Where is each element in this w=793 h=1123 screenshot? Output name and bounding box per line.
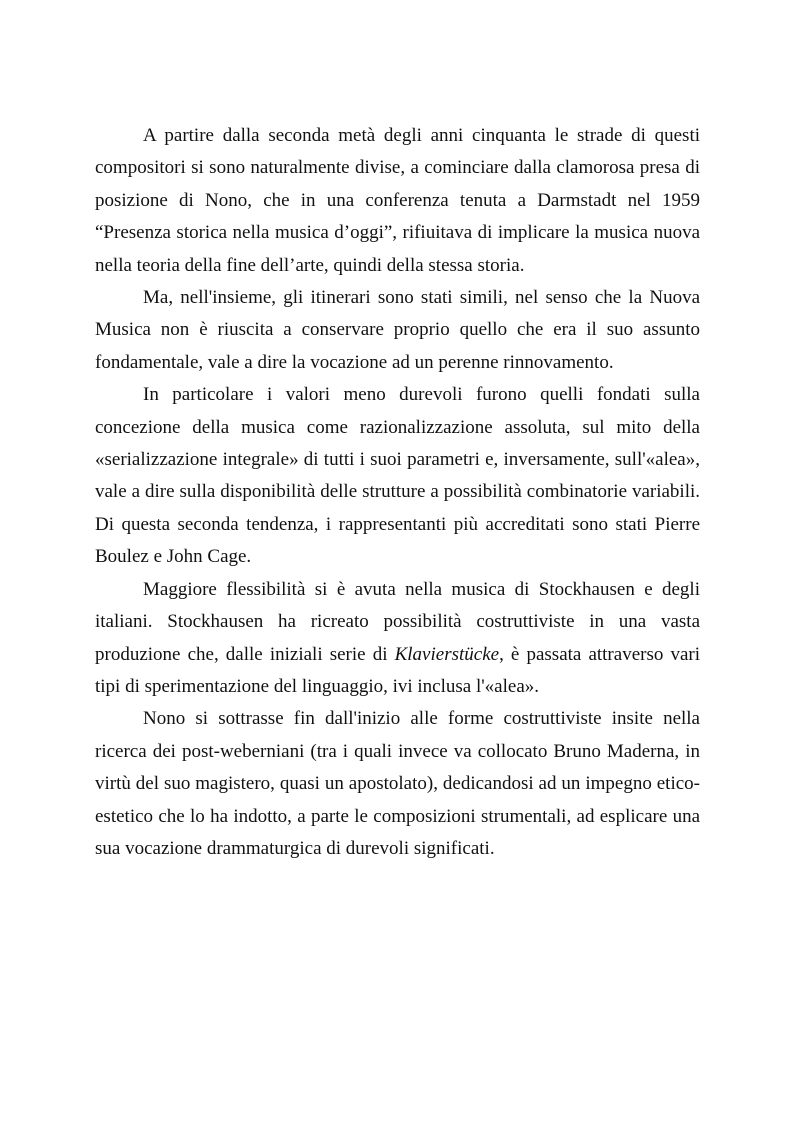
body-text (95, 120, 700, 865)
paragraph-1: A partire dalla seconda metà degli anni cinquanta le strade di questi compositori si sono naturalmente divise, a cominciare dalla clamorosa presa di posizione di Nono, che in una conferenza tenuta a Darmstadt nel 1959 “Presenza storica nella musica d’oggi”, rifiuitava di implicare la musica nuova nella teoria della fine dell’arte, quindi della stessa storia. (95, 125, 700, 276)
paragraph-4 (95, 574, 700, 704)
paragraph-4-text-before: Maggiore flessibilità si è avuta nella musica di Stockhausen e degli italiani. Stockhausen ha ricreato possibilità costruttiviste in una vasta produzione che, dalle iniziali serie di (95, 578, 700, 665)
paragraph-2: Ma, nell'insieme, gli itinerari sono stati simili, nel senso che la Nuova Musica non è riuscita a conservare proprio quello che era il suo assunto fondamentale, vale a dire la vocazione ad un perenne rinnovamento. (95, 287, 700, 373)
paragraph-3: In particolare i valori meno durevoli furono quelli fondati sulla concezione della musica come razionalizzazione assoluta, sul mito della «serializzazione integrale» di tutti i suoi parametri e, inversamente, sull'«alea», vale a dire sulla disponibilità delle strutture a possibilità combinatorie variabili. Di questa seconda tendenza, i rappresentanti più accreditati sono stati Pierre Boulez e John Cage. (95, 384, 700, 568)
paragraph-4-text-after: , è passata attraverso vari tipi di sperimentazione del linguaggio, ivi inclusa l'«alea». (95, 643, 700, 697)
paragraph-5: Nono si sottrasse fin dall'inizio alle forme costruttiviste insite nella ricerca dei post-weberniani (tra i quali invece va collocato Bruno Maderna, in virtù del suo magistero, quasi un apostolato), dedicandosi ad un impegno etico-estetico che lo ha indotto, a parte le composizioni strumentali, ad esplicare una sua vocazione drammaturgica di durevoli significati. (95, 708, 700, 859)
paragraph-4-italic-title: Klavierstücke (394, 643, 500, 665)
